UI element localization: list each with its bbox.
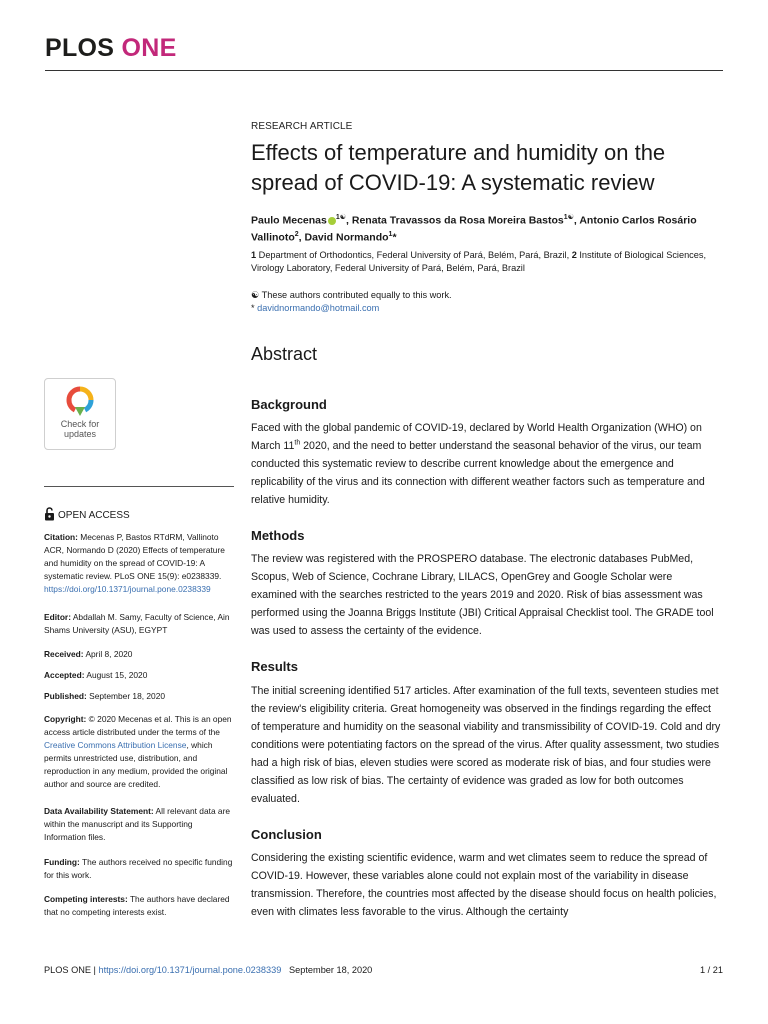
open-access-label: OPEN ACCESS <box>44 507 130 524</box>
corresponding-email <box>251 302 721 315</box>
affil-text: Institute of Biological Sciences, Virology Laboratory, Federal University of Pará, Belém, Pará, Brazil <box>251 250 707 273</box>
logo-one: ONE <box>121 34 177 62</box>
results-heading: Results <box>251 659 298 674</box>
author-name[interactable]: Paulo Mecenas <box>251 214 327 227</box>
page-number: 1 / 21 <box>700 965 723 975</box>
license-link[interactable]: Creative Commons Attribution License <box>44 740 187 750</box>
citation-doi-link[interactable]: https://doi.org/10.1371/journal.pone.0238339 <box>44 584 211 594</box>
author-list <box>251 211 721 244</box>
author-affil-mark: 2 <box>294 230 299 238</box>
copyright-block: Copyright: © 2020 Mecenas et al. This is an open access article distributed under the terms of the Creative Commons Attribution License, which permits unrestricted use, distribution, and reproduction in any medium, provided the original author and source are credited. <box>44 714 232 789</box>
editor-block: Editor: Abdallah M. Samy, Faculty of Science, Ain Shams University (ASU), EGYPT <box>44 612 230 635</box>
author-name[interactable]: , Antonio Carlos Rosário Vallinoto <box>251 214 697 243</box>
affil-text: Department of Orthodontics, Federal University of Pará, Belém, Pará, Brazil, <box>256 250 572 260</box>
corresponding-mark: * <box>392 231 397 243</box>
open-lock-icon <box>44 507 55 524</box>
author-affil-mark: 1☯ <box>563 214 574 221</box>
results-text: The initial screening identified 517 articles. After examination of the full texts, seventeen studies met the review's eligibility criteria. Great homogeneity was observed in the findings regarding the effect of temperature and humidity on the seasonal viability and transmissibility of COVID-19. Cold and dry conditions were potentiating factors on the spread of the virus. After quality assessment, two studies had a high risk of bias, eleven studies were scored as moderate risk of bias, and four studies were classified as low risk of bias. The certainty of evidence was graded as low for both outcomes evaluated. <box>251 685 721 805</box>
conclusion-heading: Conclusion <box>251 827 322 842</box>
check-for-updates-line2: updates <box>63 429 97 439</box>
accepted-date: Accepted: August 15, 2020 <box>44 670 148 680</box>
abstract-heading: Abstract <box>251 344 318 364</box>
funding-block: Funding: The authors received no specific funding for this work. <box>44 857 233 880</box>
corresponding-mark: * <box>251 303 255 313</box>
article-title: Effects of temperature and humidity on the spread of COVID-19: A systematic review <box>251 140 666 195</box>
methods-heading: Methods <box>251 528 305 543</box>
author-name[interactable]: , David Normando <box>298 231 389 243</box>
footer-date: September 18, 2020 <box>289 965 373 975</box>
conclusion-text: Considering the existing scientific evidence, warm and wet climates seem to reduce the spread of COVID-19. However, these variables alone could not explain most of the variability in disease transmission. Therefore, the countries most affected by the disease should focus on health policies, even with climates less favorable to the virus. Although the certainty <box>251 852 717 918</box>
email-link[interactable]: davidnormando@hotmail.com <box>254 303 380 313</box>
header-rule <box>45 70 723 71</box>
competing-interests-block: Competing interests: The authors have declared that no competing interests exist. <box>44 894 230 917</box>
footer-doi-link[interactable]: https://doi.org/10.1371/journal.pone.0238339 <box>98 965 282 975</box>
orcid-icon[interactable] <box>328 217 336 225</box>
author-affil-mark: 1 <box>388 230 393 238</box>
background-heading: Background <box>251 397 327 412</box>
sidebar-rule <box>44 486 234 487</box>
check-for-updates-button[interactable] <box>44 378 116 450</box>
equal-contribution-icon: ☯ <box>251 290 260 300</box>
article-type: RESEARCH ARTICLE <box>251 121 353 132</box>
journal-logo[interactable] <box>45 36 177 61</box>
author-affil-mark: 1☯ <box>335 214 347 221</box>
citation-block: Citation: Mecenas P, Bastos RTdRM, Vallinoto ACR, Normando D (2020) Effects of temperature and humidity on the spread of COVID-19: A systematic review. PLoS ONE 15(9): e0238339. https://doi.org/10.1371/journal.pone.0238339 <box>44 532 225 594</box>
affiliations <box>251 249 721 275</box>
published-date: Published: September 18, 2020 <box>44 691 166 701</box>
affil-number: 1 <box>251 250 257 260</box>
data-availability-block: Data Availability Statement: All relevant data are within the manuscript and its Supporting Information files. <box>44 806 231 842</box>
methods-text: The review was registered with the PROSPERO database. The electronic databases PubMed, Scopus, Web of Science, Cochrane Library, LILACS, OpenGrey and Google Scholar were examined with the searches restricted to the years 2019 and 2020. Risk of bias assessment was performed using the Joanna Briggs Institute (JBI) Critical Appraisal Checklist tool. The GRADE tool was used to assess the certainty of the evidence. <box>251 553 714 637</box>
affil-number: 2 <box>571 250 577 260</box>
equal-contribution-note: ☯ These authors contributed equally to this work. <box>251 290 452 300</box>
received-date: Received: April 8, 2020 <box>44 649 133 659</box>
page-footer <box>44 965 723 975</box>
author-name[interactable]: , Renata Travassos da Rosa Moreira Bastos <box>346 214 564 227</box>
logo-plos: PLOS <box>45 34 115 62</box>
check-for-updates-icon <box>65 385 95 417</box>
check-for-updates-line1: Check for <box>60 419 100 429</box>
author-notes <box>251 289 721 315</box>
background-text: Faced with the global pandemic of COVID-19, declared by World Health Organization (WHO) on March 11th 2020, and the need to better understand the seasonal behavior of the virus, our team conducted this systematic review to describe current knowledge about the emergence and replicability of the virus and its connection with different weather factors such as temperature and relative humidity. <box>251 422 705 506</box>
footer-journal: PLOS ONE | <box>44 965 99 975</box>
